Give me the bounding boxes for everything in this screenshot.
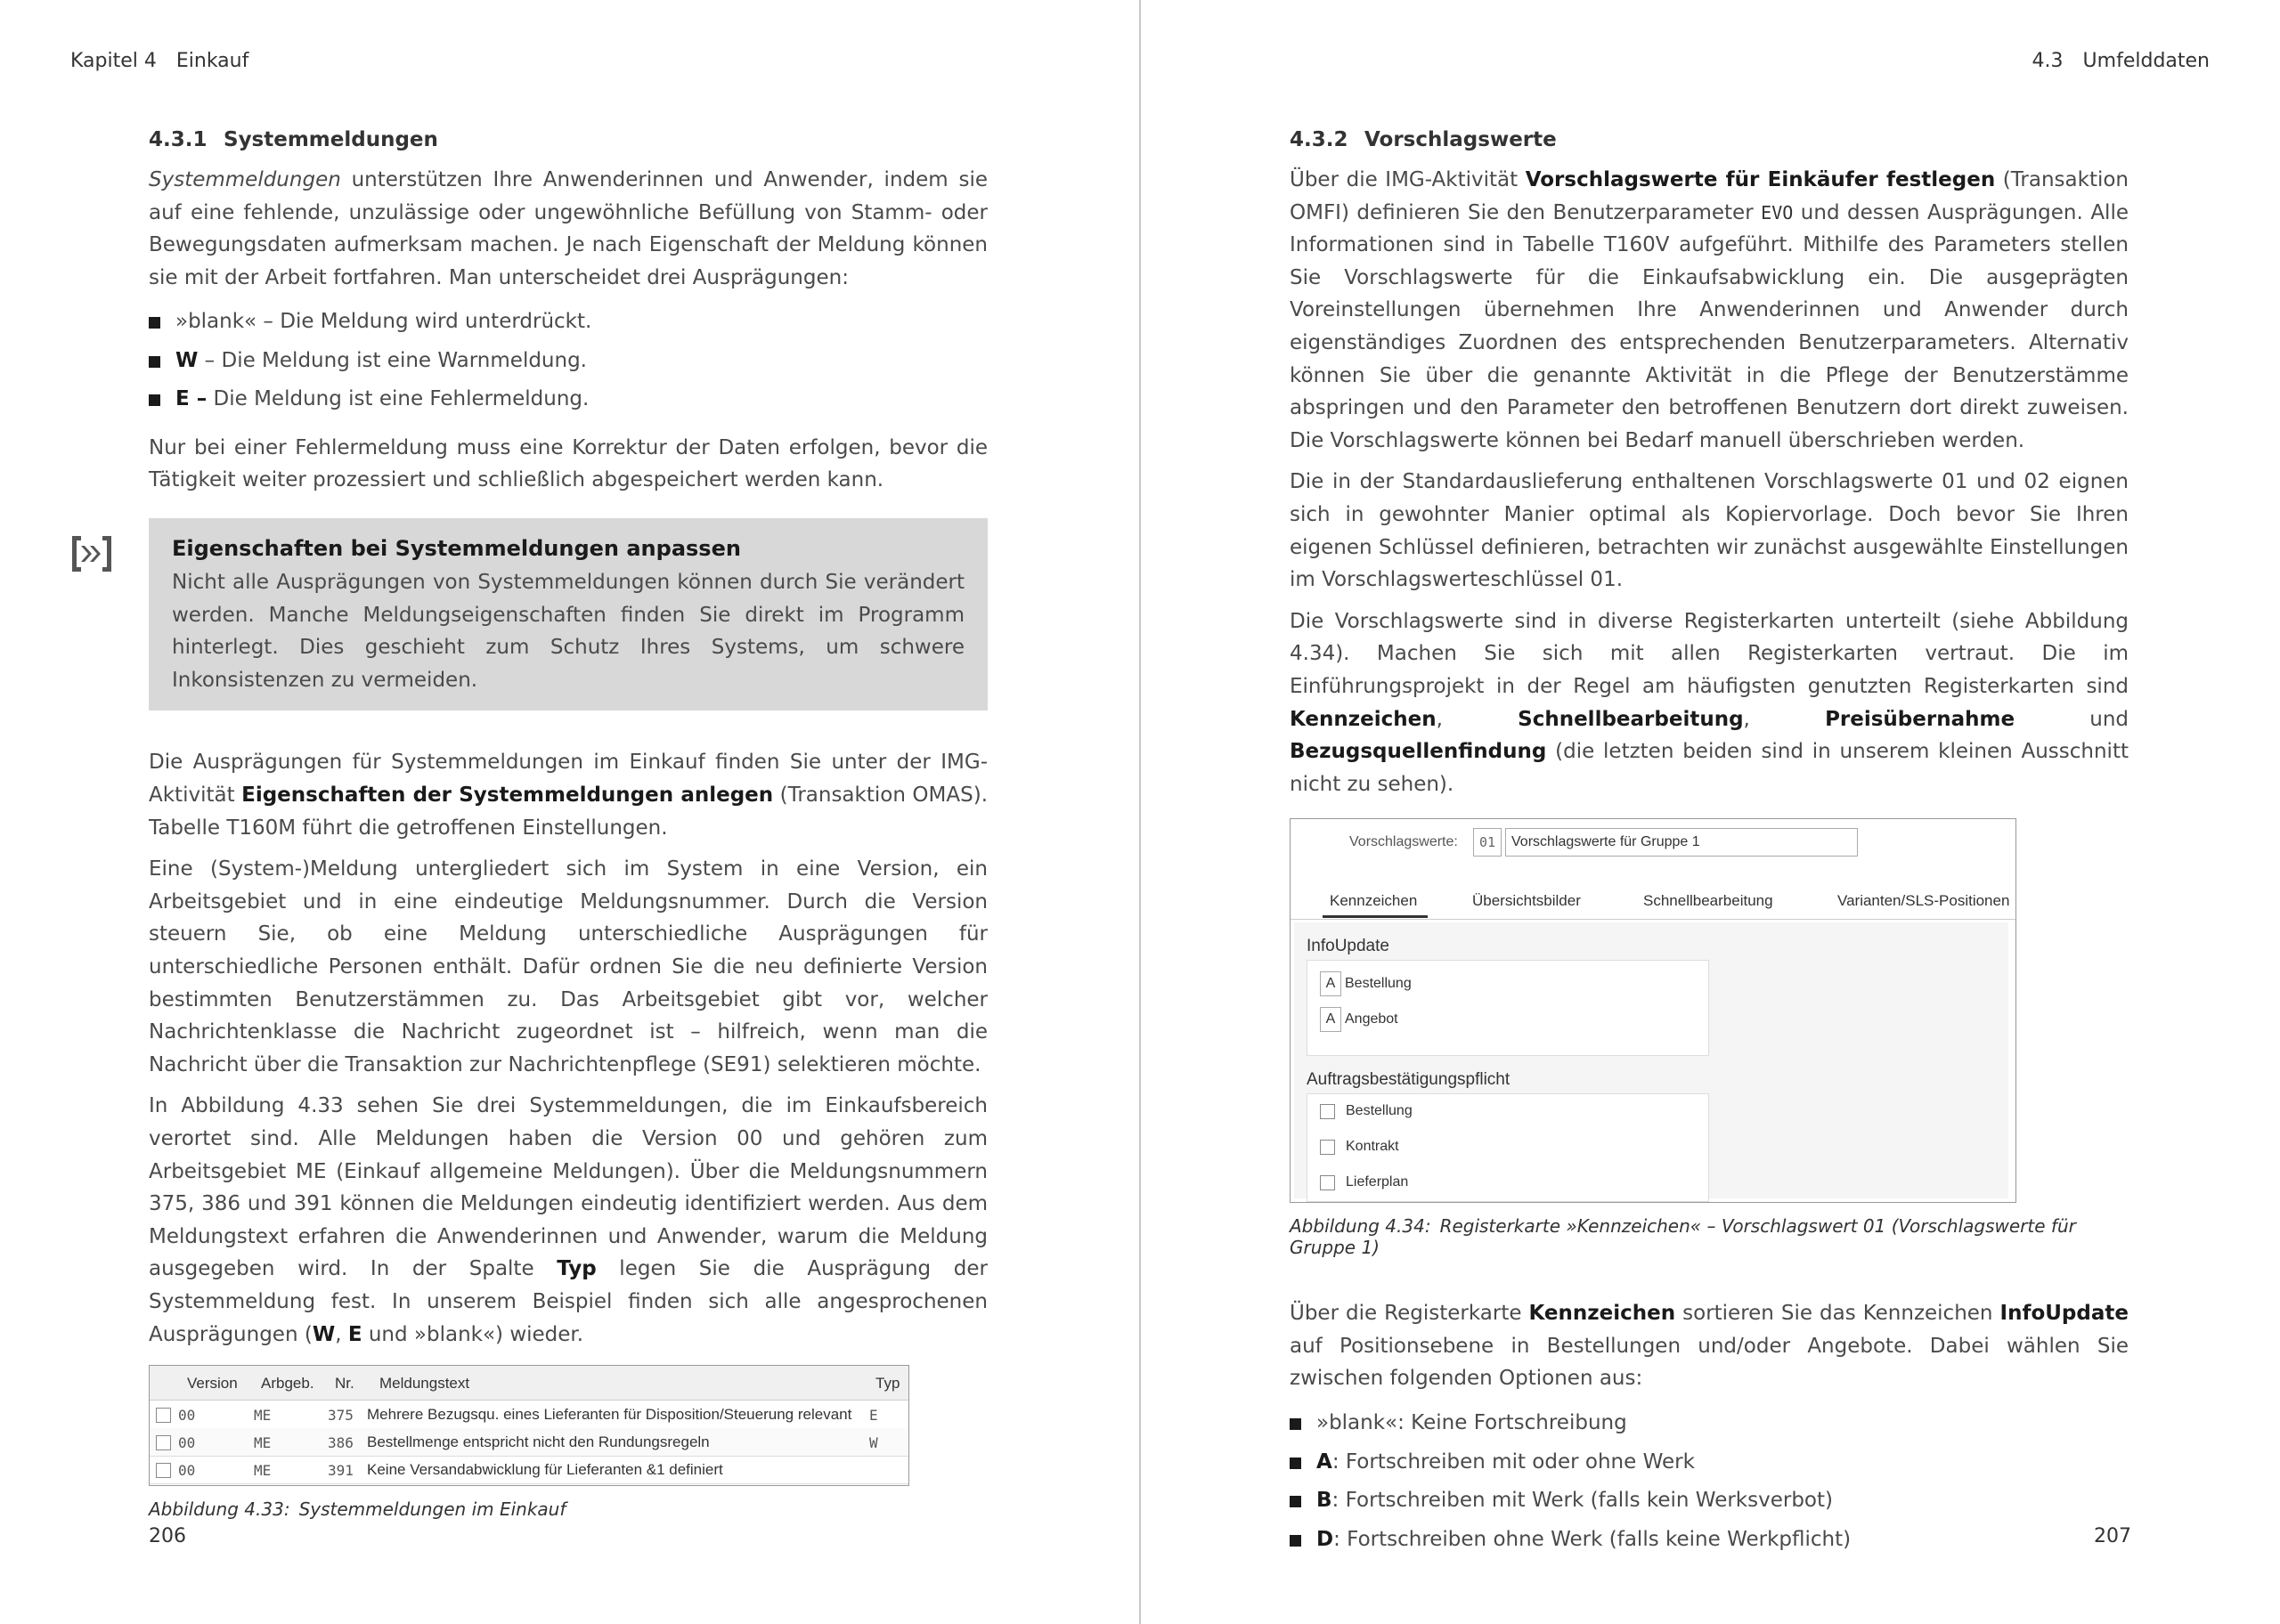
section-title-head: Umfelddaten	[2082, 50, 2210, 72]
text: (Transaktion OMAS). Tabelle T160M führt die getroffenen Einstellungen.	[149, 784, 988, 840]
list-item	[1290, 1521, 2129, 1560]
row-checkbox[interactable]	[156, 1408, 171, 1423]
checkbox-label: Kontrakt	[1346, 1139, 1399, 1155]
table-header	[150, 1366, 908, 1401]
table-row[interactable]	[150, 1401, 908, 1429]
text: Über die Registerkarte	[1290, 1302, 1529, 1326]
group-title: InfoUpdate	[1307, 937, 1389, 956]
section-title: Systemmeldungen	[224, 128, 438, 151]
cell-typ[interactable]: W	[869, 1434, 878, 1452]
column-header[interactable]: Arbgeb.	[261, 1375, 314, 1393]
section-number: 4.3.2	[1290, 128, 1348, 151]
system-messages-table	[149, 1365, 909, 1486]
group-title: Auftragsbestätigungspflicht	[1307, 1070, 1510, 1090]
bullet-icon	[149, 356, 160, 368]
checkbox-row[interactable]	[1320, 1103, 1413, 1119]
cell-arbgeb: ME	[254, 1462, 272, 1480]
page-number-right: 207	[2094, 1525, 2131, 1547]
bold: W	[312, 1322, 336, 1346]
tab-uebersichtsbilder[interactable]: Übersichtsbilder	[1472, 892, 1581, 910]
bold: Kennzeichen	[1528, 1302, 1676, 1326]
text: In Abbildung 4.33 sehen Sie drei Systemmeldungen, die im Einkaufsbereich verortet sind. Alle Meldungen haben die Version 00 und gehören zum Arbeitsgebiet ME (Einkauf allgemeine Meldungen). Über die Meldungsnummern 375, 386 und 391 können die Meldungen eindeutig identifiziert werden. Aus dem Meldungstext erfahren die Anwenderinnen und Anwender, warum die Meldung ausgegeben wird. In der Spalte	[149, 1094, 988, 1281]
bold: Kennzeichen	[1290, 707, 1437, 731]
field-label: Vorschlagswerte:	[1349, 834, 1458, 850]
info-update-row	[1320, 971, 1412, 996]
bold: B	[1316, 1489, 1332, 1513]
active-tab-indicator	[1323, 915, 1428, 918]
bold: E –	[175, 387, 208, 411]
bold: Bezugsquellenfindung	[1290, 740, 1547, 764]
text: und	[2015, 707, 2129, 731]
bullet-icon	[149, 317, 160, 329]
paragraph	[1290, 164, 2129, 457]
paragraph	[149, 164, 988, 294]
bold: Vorschlagswerte für Einkäufer festlegen	[1525, 168, 1996, 191]
column-header[interactable]: Nr.	[335, 1375, 354, 1393]
text: : Fortschreiben ohne Werk (falls keine Werkpflicht)	[1333, 1527, 1852, 1551]
text: : Fortschreiben mit oder ohne Werk	[1331, 1449, 1695, 1474]
code-input[interactable]: A	[1320, 1007, 1341, 1032]
section-title: Vorschlagswerte	[1364, 128, 1557, 151]
paragraph	[1290, 605, 2129, 801]
running-head-left	[70, 50, 248, 72]
paragraph: Eine (System-)Meldung untergliedert sich im System in eine Version, ein Arbeitsgebiet und in eine eindeutige Meldungsnummer. Durch die Version steuern Sie, ob eine Meldung unterschiedliche Ausprägungen für unterschiedliche Personen enthält. Dafür ordnen Sie die neu definierte Version bestimmten Benutzerstämmen zu. Das Arbeitsgebiet gibt vor, welcher Nachrichtenklasse die Nachricht zugeordnet ist – hilfreich, wenn man die Nachricht über die Transaktion zur Nachrichtenpflege (SE91) selektieren möchte.	[149, 857, 988, 1076]
bullet-list	[1290, 1404, 2129, 1559]
checkbox[interactable]	[1320, 1140, 1335, 1155]
list-item	[1290, 1404, 2129, 1443]
text: legen Sie die Ausprägung der Systemmeldung fest. In unserem Beispiel finden sich alle angesprochenen Ausprägungen (	[149, 1257, 988, 1346]
bullet-icon	[1290, 1496, 1301, 1507]
right-page-content	[1290, 125, 2129, 1571]
bold: Eigenschaften der Systemmeldungen anlegen	[241, 784, 774, 808]
text: ,	[1743, 707, 1826, 731]
list-item	[149, 303, 988, 342]
bullet-icon	[1290, 1418, 1301, 1430]
checkbox[interactable]	[1320, 1175, 1335, 1190]
list-item	[149, 380, 988, 419]
chapter-title: Einkauf	[175, 50, 249, 72]
bold: E	[347, 1322, 362, 1346]
row-label: Bestellung	[1345, 976, 1412, 992]
cell-typ[interactable]: E	[869, 1407, 878, 1425]
bullet-icon	[1290, 1458, 1301, 1469]
text: und dessen Ausprägungen. Alle Informationen sind in Tabelle T160V aufgeführt. Mithilfe des Parameters stellen Sie Vorschlagswerte für die Einkaufsabwicklung ein. Die ausgeprägten Voreinstellungen übernehmen Ihre Anwenderinnen und Anwender durch eigenständiges Zuordnen des entsprechenden Benutzerparameters. Alternativ können Sie über die genannte Aktivität in die Pflege der Benutzerstämme abspringen und den Parameter den betroffenen Benutzern dort direkt zuweisen. Die Vorschlagswerte können bei Bedarf manuell überschrieben werden.	[1290, 200, 2129, 452]
cell-text: Keine Versandabwicklung für Lieferanten &1 definiert	[367, 1461, 723, 1479]
row-checkbox[interactable]	[156, 1463, 171, 1478]
bold: Preisübernahme	[1825, 707, 2015, 731]
section-heading	[149, 128, 988, 151]
cell-version: 00	[178, 1462, 196, 1480]
text: »blank« – Die Meldung wird unterdrückt.	[175, 310, 592, 334]
bold: W	[175, 348, 199, 372]
caption-label: Abbildung 4.33:	[149, 1498, 290, 1521]
table-row[interactable]	[150, 1428, 908, 1457]
cell-arbgeb: ME	[254, 1434, 272, 1452]
text: auf Positionsebene in Bestellungen und/oder Angebote. Dabei wählen Sie zwischen folgenden Optionen aus:	[1290, 1334, 2129, 1391]
section-heading	[1290, 128, 2129, 151]
cell-version: 00	[178, 1434, 196, 1452]
text: : Fortschreiben mit Werk (falls kein Werksverbot)	[1331, 1489, 1833, 1513]
paragraph: Die in der Standardauslieferung enthaltenen Vorschlagswerte 01 und 02 eignen sich in gewohnter Manier optimal als Kopiervorlage. Doch bevor Sie Ihren eigenen Schlüssel definieren, betrachten wir zunächst ausgewählte Einstellungen im Vorschlagswerteschlüssel 01.	[1290, 470, 2129, 592]
page-number-left: 206	[149, 1525, 186, 1547]
checkbox-label: Bestellung	[1346, 1103, 1413, 1119]
bold: A	[1316, 1449, 1332, 1474]
checkbox-label: Lieferplan	[1346, 1174, 1409, 1190]
default-values-screen	[1290, 818, 2016, 1203]
bold: InfoUpdate	[1999, 1302, 2129, 1326]
checkbox-row[interactable]	[1320, 1174, 1408, 1190]
confirmation-group	[1307, 1093, 1709, 1202]
paragraph	[149, 746, 988, 844]
cell-text: Bestellmenge entspricht nicht den Rundungsregeln	[367, 1433, 710, 1451]
text: – Die Meldung ist eine Warnmeldung.	[198, 348, 587, 372]
cell-nr: 391	[328, 1462, 354, 1480]
cell-nr: 375	[328, 1407, 354, 1425]
tab-schnellbearbeitung[interactable]: Schnellbearbeitung	[1643, 892, 1773, 910]
column-header[interactable]: Typ	[875, 1375, 900, 1393]
bullet-icon	[1290, 1535, 1301, 1547]
text: (Transaktion OMFI) definieren Sie den Benutzerparameter	[1290, 168, 2129, 224]
text: (die letzten beiden sind in unserem kleinen Ausschnitt nicht zu sehen).	[1290, 740, 2129, 796]
code-input[interactable]: A	[1320, 971, 1341, 996]
text: Die Meldung ist eine Fehlermeldung.	[207, 387, 590, 411]
tab-varianten[interactable]: Varianten/SLS-Positionen	[1837, 892, 2010, 910]
bold: D	[1316, 1527, 1334, 1551]
running-head-right	[2032, 50, 2210, 72]
chapter-label: Kapitel 4	[70, 50, 157, 72]
text: Die Vorschlagswerte sind in diverse Registerkarten unterteilt (siehe Abbildung 4.34). Machen Sie sich mit allen Registerkarten vertraut. Die im Einführungsprojekt in der Regel am häufigsten genutzten Registerkarten sind	[1290, 609, 2129, 698]
figure-caption	[149, 1498, 988, 1520]
section-label: 4.3	[2032, 50, 2064, 72]
text: Die Ausprägungen für Systemmeldungen im Einkauf finden Sie unter der IMG-Aktivität	[149, 751, 988, 808]
text: unterstützen Ihre Anwenderinnen und Anwender, indem sie auf eine fehlende, unzulässige oder ungewöhnliche Befüllung von Stamm- oder Bewegungsdaten aufmerksam machen. Je nach Eigenschaft der Meldung können sie mit der Arbeit fortfahren. Man unterscheidet drei Ausprägungen:	[149, 168, 988, 289]
tab-panel	[1294, 922, 2008, 1198]
list-item	[1290, 1482, 2129, 1521]
bold: Schnellbearbeitung	[1518, 707, 1744, 731]
bold: Typ	[557, 1257, 597, 1281]
paragraph	[1290, 1297, 2129, 1395]
caption-text: Systemmeldungen im Einkauf	[298, 1498, 566, 1521]
info-box-icon	[69, 532, 115, 575]
info-box	[149, 518, 988, 710]
text: ,	[1436, 707, 1519, 731]
cell-arbgeb: ME	[254, 1407, 272, 1425]
section-number: 4.3.1	[149, 128, 208, 151]
text: Über die IMG-Aktivität	[1290, 168, 1526, 191]
text: und »blank«) wieder.	[362, 1322, 584, 1346]
row-label: Angebot	[1345, 1011, 1398, 1027]
checkbox-row[interactable]	[1320, 1139, 1399, 1155]
emphasis: Systemmeldungen	[149, 168, 341, 191]
description-input[interactable]: Vorschlagswerte für Gruppe 1	[1505, 828, 1858, 857]
info-update-group	[1307, 960, 1709, 1056]
caption-text: Registerkarte »Kennzeichen« – Vorschlagswert 01 (Vorschlagswerte für Gruppe 1)	[1290, 1215, 2076, 1259]
text: sortieren Sie das Kennzeichen	[1675, 1302, 2000, 1326]
column-header[interactable]: Meldungstext	[379, 1375, 470, 1393]
cell-nr: 386	[328, 1434, 354, 1452]
text: »blank«: Keine Fortschreibung	[1316, 1411, 1627, 1435]
key-input[interactable]: 01	[1473, 828, 1502, 857]
list-item	[149, 342, 988, 381]
cell-version: 00	[178, 1407, 196, 1425]
paragraph	[149, 1090, 988, 1351]
book-spine	[1139, 0, 1141, 1624]
text: ,	[335, 1322, 348, 1346]
code: EVO	[1761, 201, 1794, 223]
checkbox[interactable]	[1320, 1104, 1335, 1119]
bullet-icon	[149, 394, 160, 406]
table-row[interactable]	[150, 1456, 908, 1484]
column-header[interactable]: Version	[187, 1375, 238, 1393]
info-box-text: Nicht alle Ausprägungen von Systemmeldungen können durch Sie verändert werden. Manche Meldungseigenschaften finden Sie direkt im Programm hinterlegt. Dies geschieht zum Schutz Ihres Systems, um schwere Inkonsistenzen zu vermeiden.	[172, 571, 965, 692]
row-checkbox[interactable]	[156, 1435, 171, 1450]
info-box-title: Eigenschaften bei Systemmeldungen anpassen	[172, 536, 741, 562]
bullet-list	[149, 303, 988, 419]
figure-caption	[1290, 1215, 2129, 1258]
left-page-content	[149, 125, 988, 1520]
paragraph: Nur bei einer Fehlermeldung muss eine Korrektur der Daten erfolgen, bevor die Tätigkeit weiter prozessiert und schließlich abgespeichert werden kann.	[149, 435, 988, 492]
caption-label: Abbildung 4.34:	[1290, 1215, 1431, 1238]
tab-kennzeichen[interactable]: Kennzeichen	[1330, 892, 1418, 910]
cell-text: Mehrere Bezugsqu. eines Lieferanten für Disposition/Steuerung relevant	[367, 1406, 852, 1424]
list-item	[1290, 1443, 2129, 1482]
info-update-row	[1320, 1007, 1398, 1032]
